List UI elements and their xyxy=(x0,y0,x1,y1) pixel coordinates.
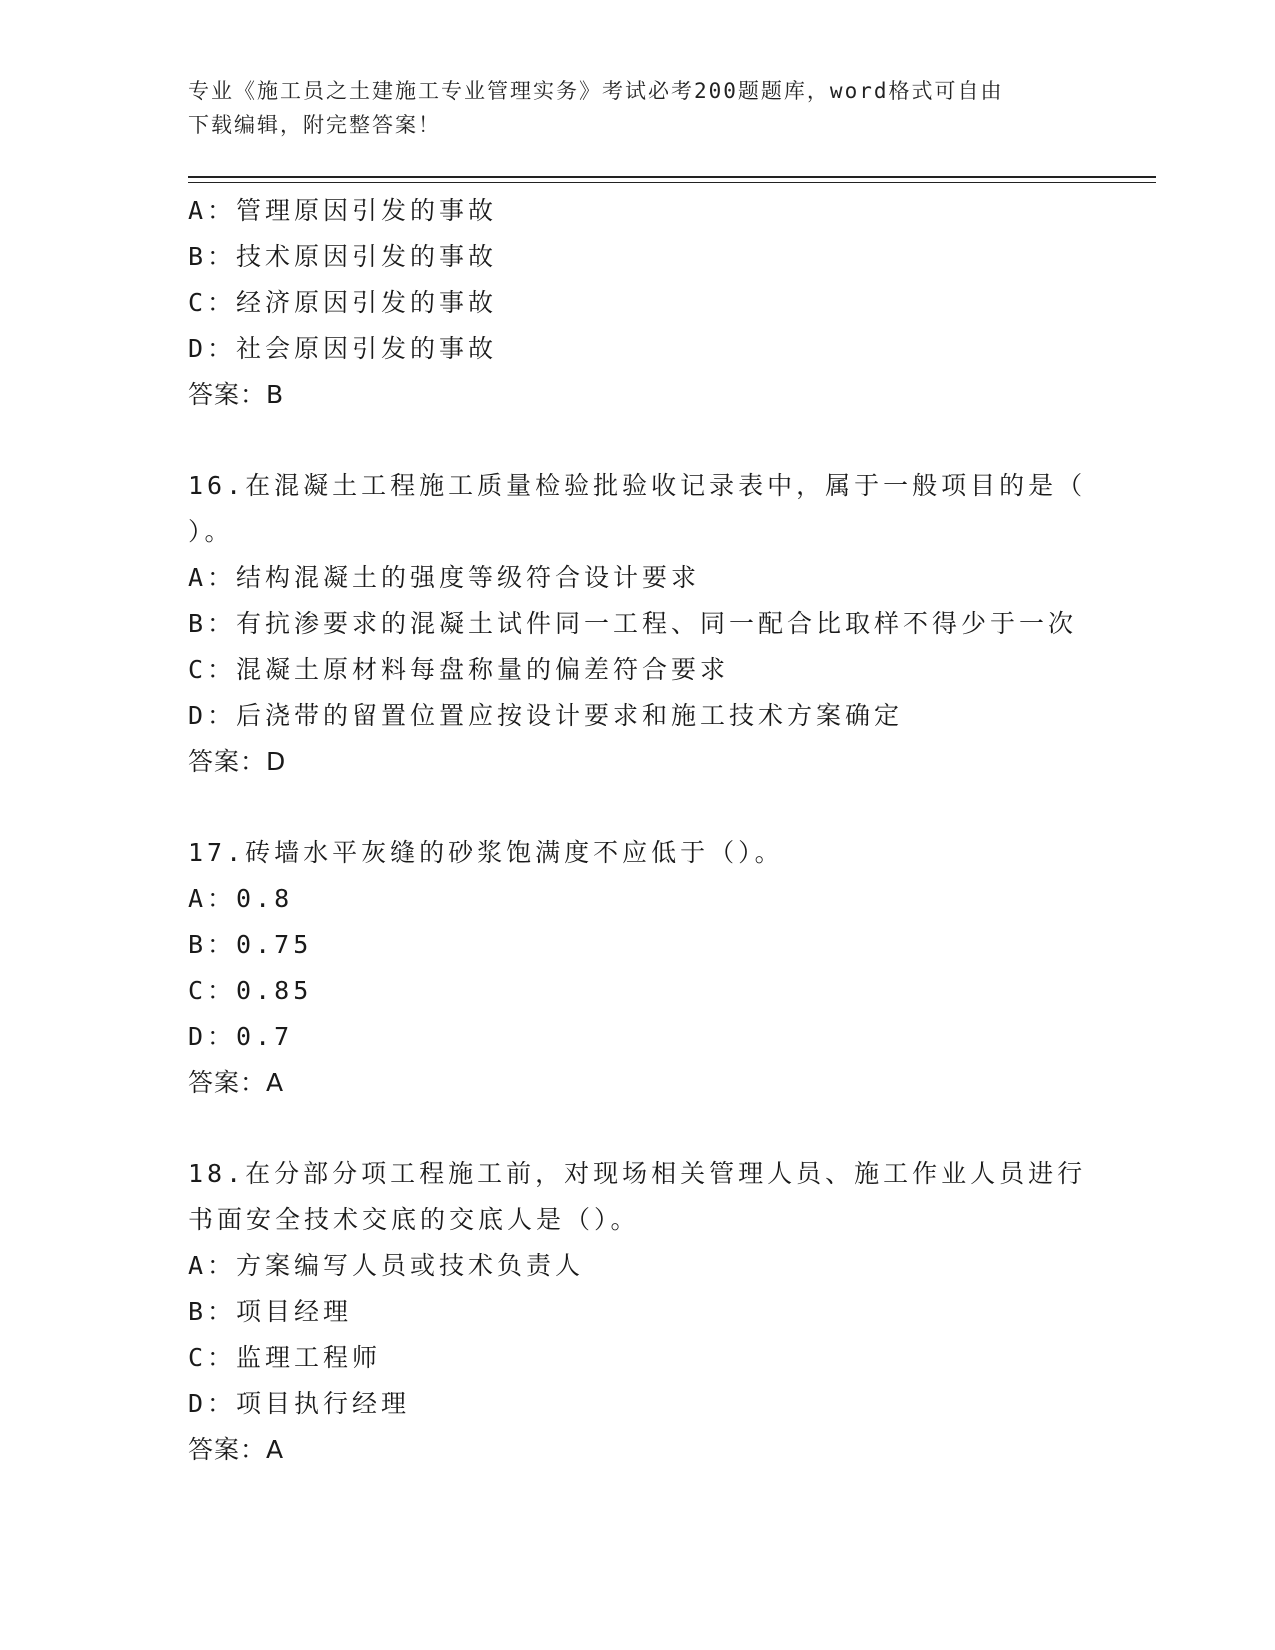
question-17 xyxy=(188,830,1128,1106)
question-stem-line: 16.在混凝土工程施工质量检验批验收记录表中，属于一般项目的是（ xyxy=(188,471,1087,500)
question-16 xyxy=(188,463,1128,785)
document-header xyxy=(188,74,1068,142)
answer-line: 答案：A xyxy=(188,1435,285,1464)
option-b: B：有抗渗要求的混凝土试件同一工程、同一配合比取样不得少于一次 xyxy=(188,609,1078,638)
header-rule-thick xyxy=(188,176,1156,178)
question-stem-line: 书面安全技术交底的交底人是（）。 xyxy=(188,1205,640,1234)
option-c: C：0.85 xyxy=(188,976,313,1005)
option-c: C：混凝土原材料每盘称量的偏差符合要求 xyxy=(188,655,730,684)
question-stem-line: 17.砖墙水平灰缝的砂浆饱满度不应低于（）。 xyxy=(188,838,784,867)
option-d: D：项目执行经理 xyxy=(188,1389,411,1418)
question-stem-line: 18.在分部分项工程施工前，对现场相关管理人员、施工作业人员进行 xyxy=(188,1159,1087,1188)
question-stem-line: ）。 xyxy=(188,517,234,546)
option-c: C：经济原因引发的事故 xyxy=(188,288,498,317)
option-a: A：方案编写人员或技术负责人 xyxy=(188,1251,585,1280)
spacer xyxy=(188,785,1128,830)
question-18 xyxy=(188,1151,1128,1473)
header-line-1: 专业《施工员之土建施工专业管理实务》考试必考200题题库，word格式可自由 xyxy=(188,79,1004,103)
spacer xyxy=(188,418,1128,463)
header-rule-thin xyxy=(188,182,1156,183)
option-d: D：后浇带的留置位置应按设计要求和施工技术方案确定 xyxy=(188,701,904,730)
question-content xyxy=(188,188,1128,1473)
answer-line: 答案：A xyxy=(188,1068,285,1097)
spacer xyxy=(188,1106,1128,1151)
header-line-2: 下载编辑，附完整答案！ xyxy=(188,113,441,137)
option-b: B：技术原因引发的事故 xyxy=(188,242,498,271)
answer-line: 答案：D xyxy=(188,747,287,776)
option-a: A：0.8 xyxy=(188,884,294,913)
option-d: D：0.7 xyxy=(188,1022,294,1051)
option-b: B：项目经理 xyxy=(188,1297,353,1326)
option-d: D：社会原因引发的事故 xyxy=(188,334,498,363)
option-b: B：0.75 xyxy=(188,930,313,959)
answer-line: 答案：B xyxy=(188,380,285,409)
option-a: A：结构混凝土的强度等级符合设计要求 xyxy=(188,563,701,592)
carryover-question xyxy=(188,188,1128,418)
option-a: A：管理原因引发的事故 xyxy=(188,196,498,225)
option-c: C：监理工程师 xyxy=(188,1343,382,1372)
